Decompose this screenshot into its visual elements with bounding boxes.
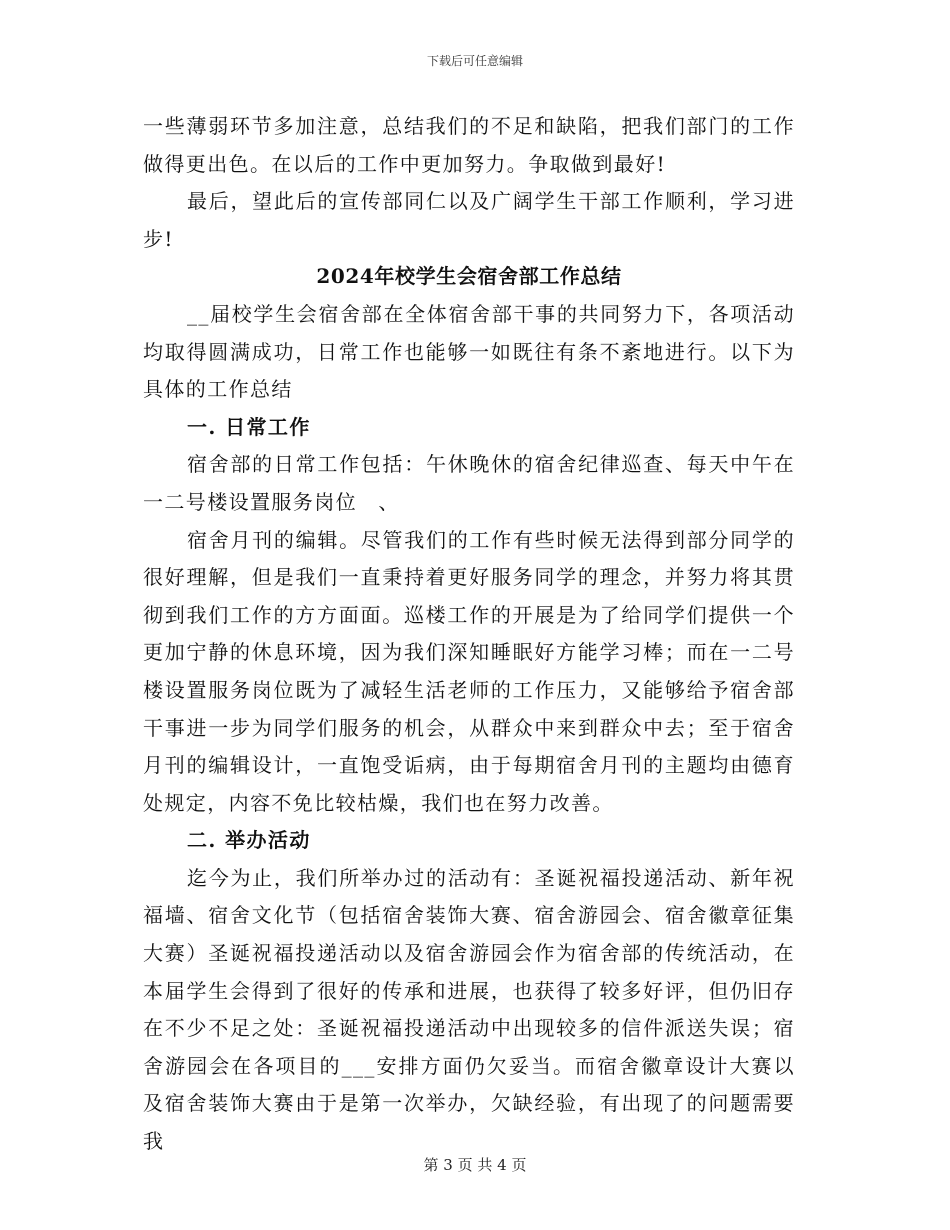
document-body — [143, 108, 795, 1161]
paragraph-daily-work: 宿舍部的日常工作包括：午休晚休的宿舍纪律巡查、每天中午在一二号楼设置服务岗位 、 — [143, 452, 795, 514]
paragraph-intro: __届校学生会宿舍部在全体宿舍部干事的共同努力下，各项活动均取得圆满成功，日常工作也能够一如既往有条不紊地进行。以下为具体的工作总结 — [143, 301, 795, 402]
paragraph-continuation: 一些薄弱环节多加注意，总结我们的不足和缺陷，把我们部门的工作做得更出色。在以后的工作中更加努力。争取做到最好! — [143, 114, 795, 176]
document-title: 2024年校学生会宿舍部工作总结 — [316, 264, 622, 289]
page-footer-number: 第 3 页 共 4 页 — [423, 1156, 527, 1174]
section-heading-daily-work: 一. 日常工作 — [187, 414, 311, 439]
paragraph-monthly-magazine: 宿舍月刊的编辑。尽管我们的工作有些时候无法得到部分同学的很好理解，但是我们一直秉持着更好服务同学的理念，并努力将其贯彻到我们工作的方方面面。巡楼工作的开展是为了给同学们提供一个更加宁静的休息环境，因为我们深知睡眠好方能学习棒；而在一二号楼设置服务岗位既为了减轻生活老师的工作压力，又能够给予宿舍部干事进一步为同学们服务的机会，从群众中来到群众中去；至于宿舍月刊的编辑设计，一直饱受诟病，由于每期宿舍月刊的主题均由德育处规定，内容不免比较枯燥，我们也在努力改善。 — [143, 527, 795, 815]
section-heading-activities: 二. 举办活动 — [187, 828, 311, 853]
page-header-note: 下载后可任意编辑 — [426, 54, 523, 68]
paragraph-closing: 最后，望此后的宣传部同仁以及广阔学生干部工作顺利，学习进步! — [143, 189, 795, 251]
paragraph-activities: 迄今为止，我们所举办过的活动有：圣诞祝福投递活动、新年祝福墙、宿舍文化节（包括宿舍装饰大赛、宿舍游园会、宿舍徽章征集大赛）圣诞祝福投递活动以及宿舍游园会作为宿舍部的传统活动，在本届学生会得到了很好的传承和进展，也获得了较多好评，但仍旧存在不少不足之处：圣诞祝福投递活动中出现较多的信件派送失误；宿舍游园会在各项目的___安排方面仍欠妥当。而宿舍徽章设计大赛以及宿舍装饰大赛由于是第一次举办，欠缺经验，有出现了的问题需要我 — [143, 865, 795, 1154]
